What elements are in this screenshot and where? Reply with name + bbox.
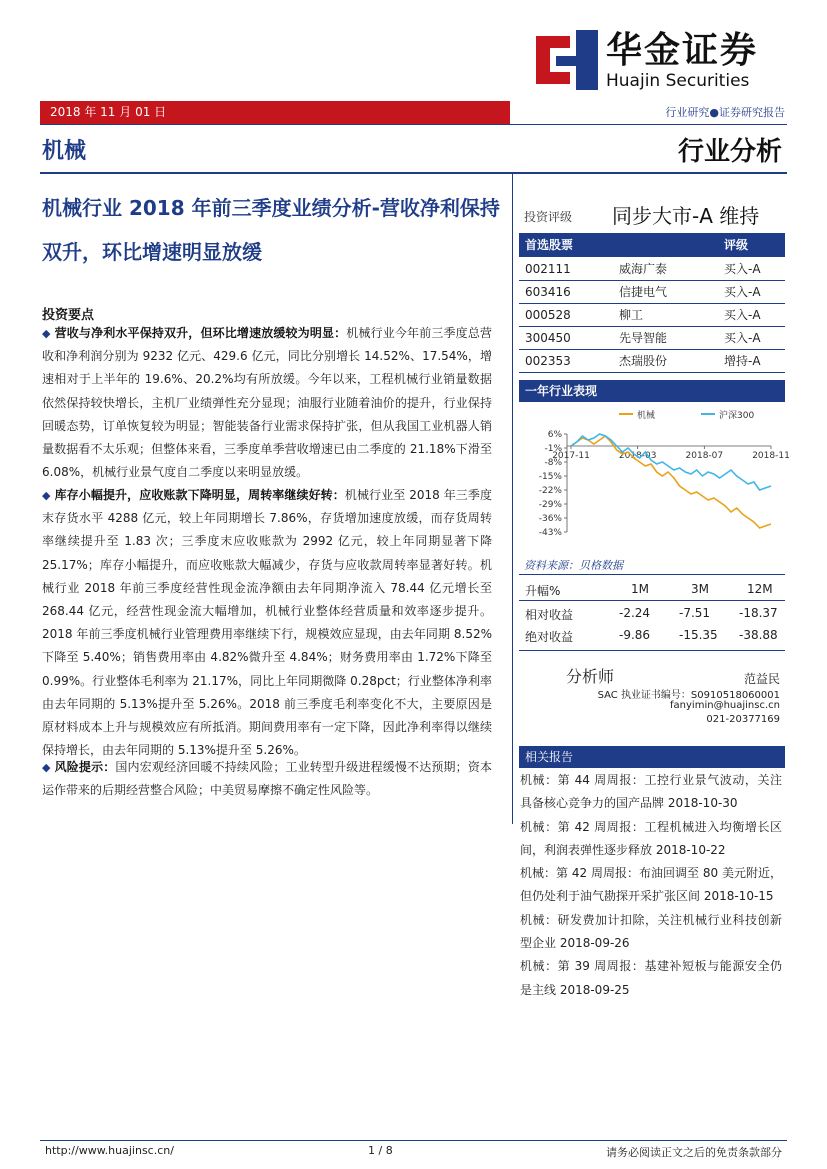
stock-rating: 买入-A xyxy=(724,308,761,322)
x-tick-label: 2017-11 xyxy=(552,451,590,461)
stock-name: 杰瑞股份 xyxy=(619,354,668,368)
stock-code: 603416 xyxy=(525,285,571,299)
column-header: 升幅% xyxy=(525,584,561,598)
cell: -38.88 xyxy=(739,628,778,642)
column-header: 评级 xyxy=(724,238,749,252)
report-type: 行业研究●证券研究报告 xyxy=(665,106,785,119)
related-report-item[interactable]: 机械：第 39 周周报：基建补短板与能源安全仍是主线 2018-09-25 xyxy=(520,959,782,997)
divider xyxy=(519,600,785,601)
y-tick-label: -8% xyxy=(544,458,562,468)
logo-name-en: Huajin Securities xyxy=(606,71,750,91)
stock-name: 先导智能 xyxy=(619,331,668,345)
key-point-lead: 风险提示： xyxy=(54,760,116,774)
related-report-item[interactable]: 机械：第 42 周周报：布油回调至 80 美元附近，但仍处利于油气勘探开采扩张区间 2018-10-15 xyxy=(520,866,782,904)
report-title: 机械行业 2018 年前三季度业绩分析-营收净利保持双升，环比增速明显放缓 xyxy=(42,196,500,264)
perf-table-header xyxy=(519,582,785,602)
key-points-heading: 投资要点 xyxy=(42,308,95,323)
y-tick-label: 6% xyxy=(547,430,562,440)
cell: -7.51 xyxy=(679,606,711,620)
key-point-lead: 库存小幅提升，应收账款下降明显，周转率继续好转： xyxy=(54,488,345,502)
report-date: 2018 年 11 月 01 日 xyxy=(40,101,510,124)
stock-name: 威海广泰 xyxy=(619,262,668,276)
table-row xyxy=(519,606,785,626)
related-report-item[interactable]: 机械：第 44 周周报：工控行业景气波动，关注具备核心竞争力的国产品牌 2018-10-30 xyxy=(520,773,782,811)
column-header: 首选股票 xyxy=(525,238,574,252)
diamond-bullet-icon: ◆ xyxy=(42,761,51,774)
disclaimer-note: 请务必阅读正文之后的免责条款部分 xyxy=(606,1146,782,1159)
performance-heading: 一年行业表现 xyxy=(519,380,785,402)
column-header: 3M xyxy=(691,582,709,596)
footer-divider xyxy=(40,1140,787,1141)
row-label: 相对收益 xyxy=(525,608,574,622)
logo-name-cn: 华金证券 xyxy=(606,30,759,71)
huajin-logo-icon xyxy=(536,30,598,90)
row-label: 绝对收益 xyxy=(525,630,574,644)
key-point-text: 机械行业至 2018 年三季度末存货水平 4288 亿元，较上年同期增长 7.86%，存货增加速度放缓，而存货周转率继续提升至 1.83 次；三季度末应收账款为 2992 亿元，较上年同期显著下降 25.17%；库存小幅提升，而应收账款大幅减少，存货与应收款周转率显著好转。机械行业 2018 年前三季度经营性现金流净额由去年同期净流入 78.44 亿元增长至 268.44 亿元，经营性现金流大幅增加，机械行业整体经营质量和效率逐步提升。2018 年前三季度机械行业管理费用率继续下行，规模效应显现，由去年同期 8.52%下降至 5.40%；销售费用率由 4.82%微升至 4.84%；财务费用率由 1.72%下降至 0.99%。行业整体毛利率为 21.17%，同比上年同期微降 0.28pct；行业整体净利率由去年同期的 5.13%提升至 5.26%。2018 前三季度毛利率变化不大，主要原因是原材料成本上升与规模效应有所抵消。期间费用率有一定下降，因此净利率得以继续保持增长，由去年同期的 5.13%提升至 5.26%。 xyxy=(42,488,492,758)
table-row xyxy=(519,327,785,350)
page-number: 1 / 8 xyxy=(368,1144,393,1157)
table-row xyxy=(519,258,785,281)
y-tick-label: -36% xyxy=(538,514,562,524)
legend-label: 沪深300 xyxy=(719,411,755,421)
divider xyxy=(519,650,785,651)
y-tick-label: -43% xyxy=(538,528,562,538)
stock-rating: 买入-A xyxy=(724,285,761,299)
column-header: 1M xyxy=(631,582,649,596)
analyst-sac: SAC 执业证书编号：S0910518060001 xyxy=(597,690,780,701)
key-point-text: 机械行业今年前三季度总营收和净利润分别为 9232 亿元、429.6 亿元，同比分别增长 14.52%、17.54%，增速相对于上半年的 19.6%、20.2%均有所放缓。今年以来，工程机械行业销量数据依然保持较快增长，主机厂业绩弹性充分显现；油服行业随着油价的提升，行业保持回暖态势，订单恢复较为明显；智能装备行业需求保持扩张，但从我国工业机器人销量数据看不太乐观；但整体来看，三季度单季营收增速已由二季度的 21.18%下滑至 6.08%，机械行业景气度自二季度以来明显放缓。 xyxy=(42,326,492,480)
stock-code: 300450 xyxy=(525,331,571,345)
related-reports-list xyxy=(520,769,782,1002)
rating-value: 同步大市-A 维持 xyxy=(612,204,760,228)
divider xyxy=(40,172,787,174)
cell: -18.37 xyxy=(739,606,778,620)
diamond-bullet-icon: ◆ xyxy=(42,327,51,340)
x-tick-label: 2018-03 xyxy=(618,451,657,461)
chart-source: 资料来源：贝格数据 xyxy=(524,559,623,572)
legend-label: 机械 xyxy=(637,411,656,421)
stock-table-header xyxy=(519,233,785,257)
cell: -9.86 xyxy=(619,628,651,642)
key-point-text: 国内宏观经济回暖不持续风险；工业转型升级进程缓慢不达预期；资本运作带来的后期经营整合风险；中美贸易摩擦不确定性风险等。 xyxy=(42,760,492,798)
y-tick-label: -22% xyxy=(538,486,562,496)
divider xyxy=(519,574,785,575)
stock-code: 002111 xyxy=(525,262,571,276)
y-tick-label: -1% xyxy=(544,444,562,454)
footer-url[interactable]: http://www.huajinsc.cn/ xyxy=(45,1144,174,1157)
cell: -2.24 xyxy=(619,606,651,620)
stock-name: 信捷电气 xyxy=(619,285,668,299)
related-report-item[interactable]: 机械：研发费加计扣除，关注机械行业科技创新型企业 2018-09-26 xyxy=(520,912,782,951)
analyst-name: 范益民 xyxy=(743,672,780,686)
divider xyxy=(40,124,787,125)
cell: -15.35 xyxy=(679,628,718,642)
stock-code: 002353 xyxy=(525,354,571,368)
table-row xyxy=(519,281,785,304)
sector-label: 机械 xyxy=(42,139,87,164)
stock-rating: 买入-A xyxy=(724,331,761,345)
table-row xyxy=(519,350,785,373)
stock-rating: 增持-A xyxy=(724,354,761,368)
x-tick-label: 2018-11 xyxy=(752,451,790,461)
stock-name: 柳工 xyxy=(619,308,644,322)
series-line-hs300 xyxy=(571,434,771,490)
diamond-bullet-icon: ◆ xyxy=(42,489,51,502)
column-header: 12M xyxy=(747,582,773,596)
table-row xyxy=(519,304,785,327)
related-reports-heading: 相关报告 xyxy=(519,746,785,768)
analyst-email[interactable]: fanyimin@huajinsc.cn xyxy=(670,700,780,711)
table-row xyxy=(519,628,785,648)
key-point xyxy=(42,484,492,762)
stock-code: 000528 xyxy=(525,308,571,322)
analyst-label: 分析师 xyxy=(566,667,615,686)
y-tick-label: -29% xyxy=(538,500,562,510)
key-point xyxy=(42,322,492,484)
key-point-lead: 营收与净利水平保持双升，但环比增速放缓较为明显： xyxy=(54,326,347,340)
report-category: 行业分析 xyxy=(677,137,782,167)
y-tick-label: -15% xyxy=(538,472,562,482)
x-tick-label: 2018-07 xyxy=(685,451,724,461)
related-report-item[interactable]: 机械：第 42 周周报：工程机械进入均衡增长区间，利润表弹性逐步释放 2018-10-22 xyxy=(520,819,782,857)
industry-performance-chart xyxy=(519,402,790,552)
series-line-machinery xyxy=(571,436,771,528)
column-divider xyxy=(512,172,513,824)
stock-rating: 买入-A xyxy=(724,262,761,276)
rating-label: 投资评级 xyxy=(524,210,573,224)
key-point xyxy=(42,756,492,802)
analyst-phone: 021-20377169 xyxy=(706,714,780,725)
